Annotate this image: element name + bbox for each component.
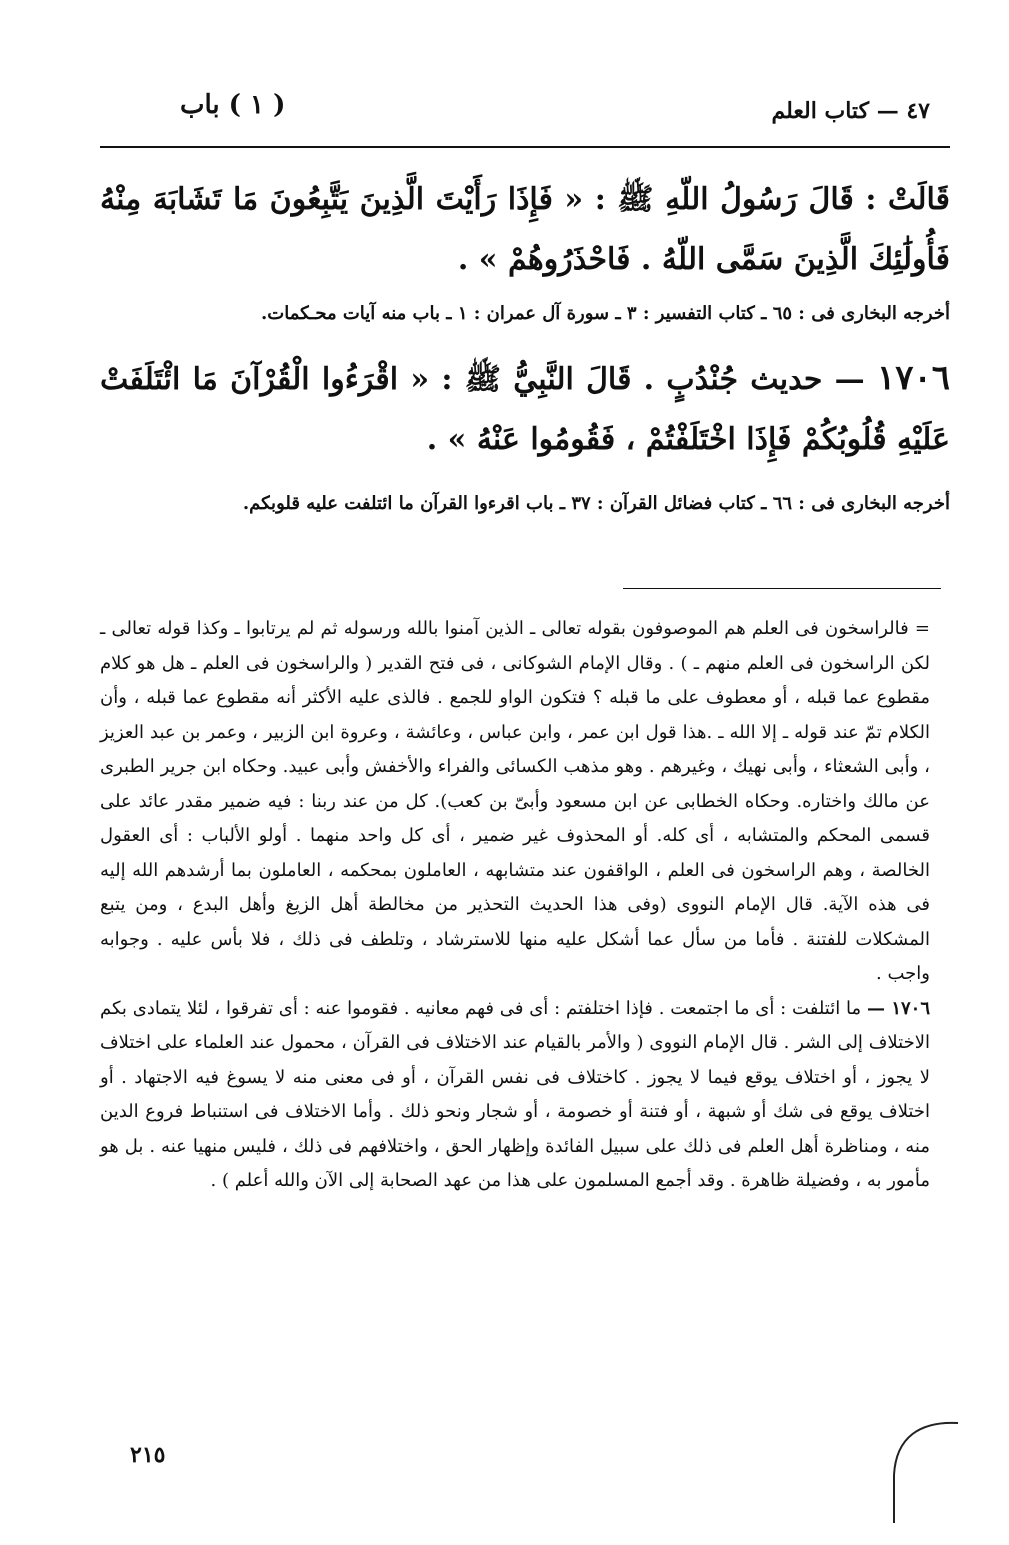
footnotes: [100, 612, 930, 1199]
note-paragraph-1706: [100, 992, 930, 1199]
hadith-number: ١٧٠٦: [876, 358, 950, 398]
hadith-1705-takhrij: أخرجه البخارى فى : ٦٥ ـ كتاب التفسير : ٣ ـ سورة آل عمران : ١ ـ باب منه آيات محـكمات.: [261, 303, 950, 324]
hadith-1706-text: — حديث جُنْدُبٍ . قَالَ النَّبِيُّ ﷺ : « اقْرَءُوا الْقُرْآنَ مَا ائْتَلَفَتْ عَلَيْهِ قُلُوبُكُمْ فَإِذَا اخْتَلَفْتُمْ ، فَقُومُوا عَنْهُ » .: [100, 362, 950, 457]
chapter-label: ( ١ ) باب: [180, 90, 286, 120]
page-header: [100, 86, 950, 136]
note-paragraph-1705: = فالراسخون فى العلم هم الموصوفون بقوله تعالى ـ الذين آمنوا بالله ورسوله ثم لم يرتابوا ـ وكذا قوله تعالى ـ لكن الراسخون فى العلم منهم ـ ) . وقال الإمام الشوكانى ، فى فتح القدير ( والراسخون فى العلم ـ هل هو كلام مقطوع عما قبله ، أو معطوف على ما قبله ؟ فتكون الواو للجمع . فالذى عليه الأكثر أنه مقطوع عما قبله ، وأن الكلام تمّ عند قوله ـ إلا الله ـ .هذا قول ابن عمر ، وابن عباس ، وعائشة ، وعروة ابن الزبير ، وعمر بن عبد العزيز ، وأبى الشعثاء ، وأبى نهيك ، وغيرهم . وهو مذهب الكسائى والفراء والأخفش وأبى عبيد. وحكاه ابن جرير الطبرى عن مالك واختاره. وحكاه الخطابى عن ابن مسعود وأبىّ بن كعب). كل من عند ربنا : فيه ضمير مقدر عائد على قسمى المحكم والمتشابه ، أى كله. أو المحذوف غير ضمير ، أى كل واحد منهما . أولو الألباب : أى العقول الخالصة ، وهم الراسخون فى العلم ، الواقفون عند متشابهه ، العاملون بمحكمه ، العاملون بما أرشدهم الله إليه فى هذه الآية. قال الإمام النووى (وفى هذا الحديث التحذير من مخالطة أهل الزيغ وأهل البدع ، ومن يتبع المشكلات للفتنة . فأما من سأل عما أشكل عليه منها للاسترشاد ، وتلطف فى ذلك ، فلا بأس عليه . وجوابه واجب .: [100, 618, 930, 984]
footnote-divider: [623, 588, 941, 589]
note-1706-marker: ١٧٠٦ —: [866, 997, 930, 1019]
hadith-1706: [100, 348, 950, 470]
book-title: ٤٧ — كتاب العلم: [771, 98, 930, 124]
note-1706-text: ما ائتلفت : أى ما اجتمعت . فإذا اختلفتم : أى فى فهم معانيه . فقوموا عنه : أى تفرقوا ، لئلا يتمادى بكم الاختلاف إلى الشر . قال الإمام النووى ( والأمر بالقيام عند الاختلاف فى القرآن ، محمول عند العلماء على اختلاف لا يجوز ، أو اختلاف يوقع فيما لا يجوز . كاختلاف فى نفس القرآن ، أو فى معنى منه لا يسوغ فيه الاجتهاد . أو اختلاف يوقع فى شك أو شبهة ، أو فتنة أو خصومة ، أو شجار ونحو ذلك . وأما الاختلاف فى استنباط فروع الدين منه ، ومناظرة أهل العلم فى ذلك على سبيل الفائدة وإظهار الحق ، واختلافهم فى ذلك ، فليس منهيا عنه . بل هو مأمور به ، وفضيلة ظاهرة . وقد أجمع المسلمون على هذا من عهد الصحابة إلى الآن والله أعلم ) .: [100, 997, 930, 1191]
hadith-1706-takhrij: أخرجه البخارى فى : ٦٦ ـ كتاب فضائل القرآن : ٣٧ ـ باب اقرءوا القرآن ما ائتلفت عليه قلوبكم.: [242, 493, 950, 514]
hadith-1705-text: قَالَتْ : قَالَ رَسُولُ اللّهِ ﷺ : « فَإِذَا رَأَيْتَ الَّذِينَ يَتَّبِعُونَ مَا تَشَابَهَ مِنْهُ فَأُولَٰئِكَ الَّذِينَ سَمَّى اللّهُ . فَاحْذَرُوهُمْ » .: [100, 182, 950, 277]
header-divider: [100, 146, 950, 148]
page-corner-curl: [880, 1415, 960, 1525]
page-number: ٢١٥: [130, 1442, 166, 1468]
